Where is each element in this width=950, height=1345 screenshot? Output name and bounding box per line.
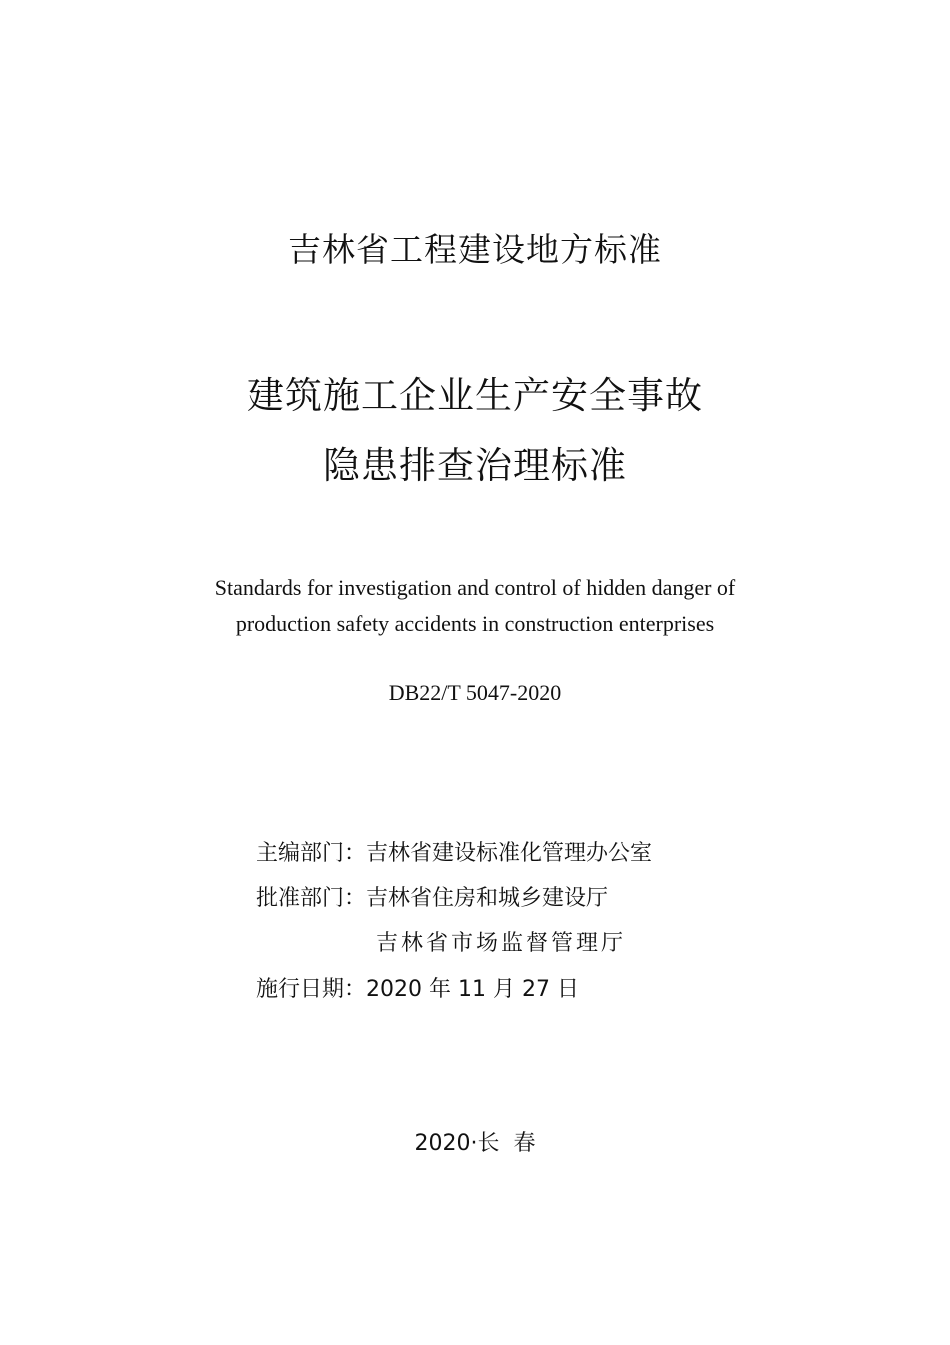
editor-label: 主编部门： bbox=[256, 841, 367, 866]
approver-label: 批准部门： bbox=[256, 886, 367, 911]
english-title-line-2: production safety accidents in construction enterprises bbox=[235, 611, 715, 636]
standard-number: DB22/T 5047-2020 bbox=[388, 680, 562, 705]
effective-date-value: 2020 年 11 月 27 日 bbox=[366, 977, 579, 1002]
effective-date-label: 施行日期： bbox=[256, 977, 367, 1002]
footer-year-place: 2020·长 春 bbox=[414, 1131, 536, 1156]
approver-info-row bbox=[256, 884, 608, 914]
main-title-line-2: 隐患排查治理标准 bbox=[323, 444, 627, 487]
english-title-line-1: Standards for investigation and control of hidden danger of bbox=[214, 575, 736, 600]
editor-info-row bbox=[256, 839, 652, 869]
approver-value-1: 吉林省住房和城乡建设厅 bbox=[366, 886, 609, 911]
main-title-line-1: 建筑施工企业生产安全事故 bbox=[247, 374, 703, 417]
editor-value: 吉林省建设标准化管理办公室 bbox=[366, 841, 653, 866]
series-title: 吉林省工程建设地方标准 bbox=[288, 230, 662, 269]
approver-value-2: 吉林省市场监督管理厅 bbox=[376, 931, 627, 956]
effective-date-row bbox=[256, 975, 579, 1005]
